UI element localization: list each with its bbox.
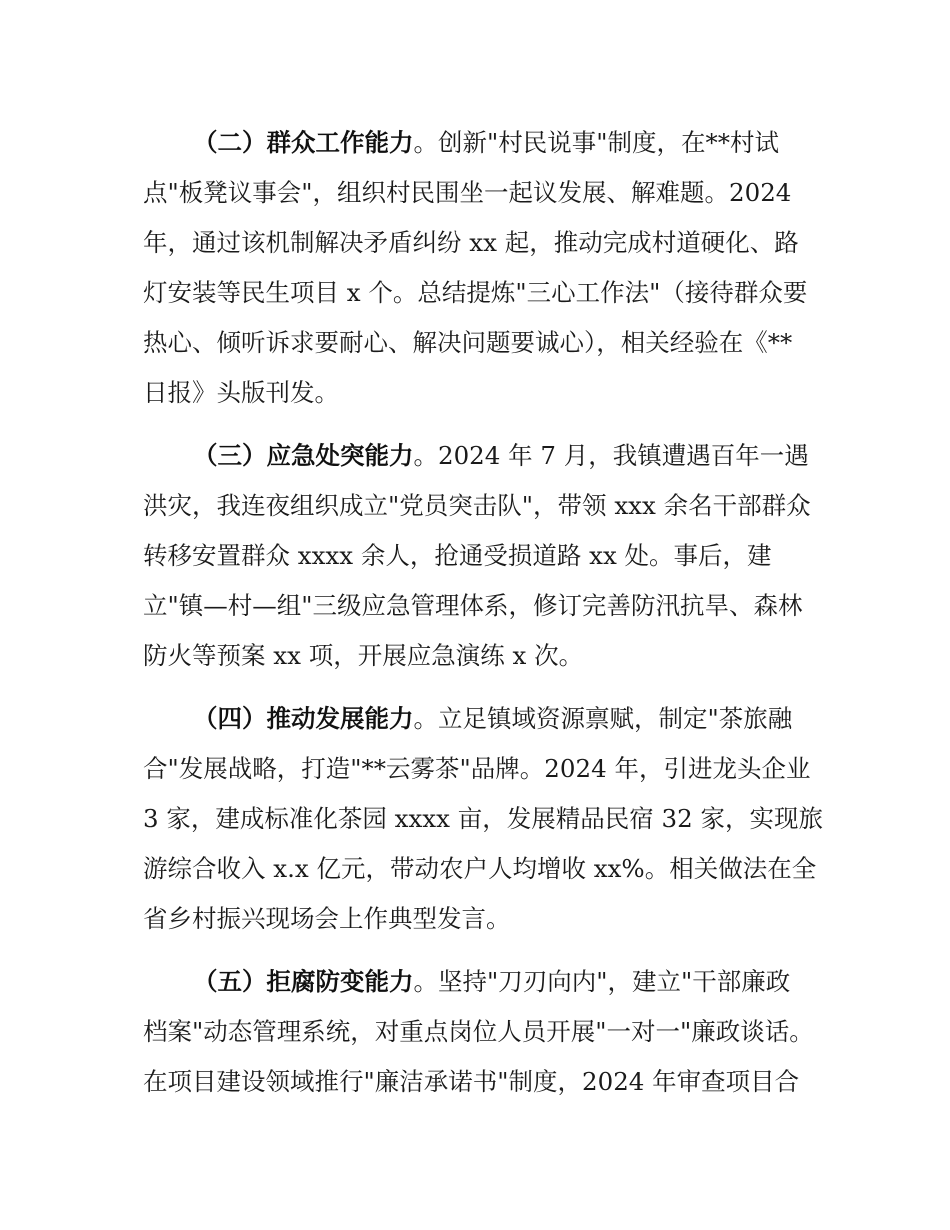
paragraph-line — [193, 703, 792, 735]
paragraph-line: 热心、倾听诉求要耐心、解决问题要诚心），相关经验在《** — [143, 328, 793, 357]
paragraph-line: 立"镇—村—组"三级应急管理体系，修订完善防汛抗旱、森林 — [143, 591, 803, 620]
paragraph-line: 洪灾，我连夜组织成立"党员突击队"，带领 xxx 余名干部群众 — [143, 491, 811, 520]
paragraph-line — [193, 440, 809, 472]
paragraph-text: 。坚持"刀刃向内"，建立"干部廉政 — [413, 967, 791, 996]
paragraph-line: 游综合收入 x.x 亿元，带动农户人均增收 xx%。相关做法在全 — [143, 854, 817, 883]
paragraph-line: 日报》头版刊发。 — [143, 378, 339, 407]
paragraph-line — [193, 127, 779, 159]
paragraph-line: 3 家，建成标准化茶园 xxxx 亩，发展精品民宿 32 家，实现旅 — [143, 804, 823, 833]
paragraph-line: 防火等预案 xx 项，开展应急演练 x 次。 — [143, 641, 584, 670]
section-heading: （四）推动发展能力 — [193, 704, 414, 733]
paragraph-line: 年，通过该机制解决矛盾纠纷 xx 起，推动完成村道硬化、路 — [143, 228, 799, 257]
paragraph-line: 合"发展战略，打造"**云雾茶"品牌。2024 年，引进龙头企业 — [143, 754, 811, 783]
paragraph-line: 在项目建设领域推行"廉洁承诺书"制度，2024 年审查项目合 — [143, 1067, 800, 1096]
section-heading: （三）应急处突能力 — [193, 441, 414, 470]
paragraph-text: 。创新"村民说事"制度，在**村试 — [413, 128, 780, 157]
paragraph-line: 灯安装等民生项目 x 个。总结提炼"三心工作法"（接待群众要 — [143, 278, 808, 307]
paragraph-line: 省乡村振兴现场会上作典型发言。 — [143, 904, 511, 933]
paragraph-text: 。立足镇域资源禀赋，制定"茶旅融 — [413, 704, 793, 733]
section-heading: （二）群众工作能力 — [193, 128, 414, 157]
paragraph-line: 点"板凳议事会"，组织村民围坐一起议发展、解难题。2024 — [143, 178, 792, 207]
paragraph-line: 档案"动态管理系统，对重点岗位人员开展"一对一"廉政谈话。 — [143, 1017, 814, 1046]
section-heading: （五）拒腐防变能力 — [193, 967, 414, 996]
paragraph-text: 。2024 年 7 月，我镇遭遇百年一遇 — [413, 441, 809, 470]
paragraph-line: 转移安置群众 xxxx 余人，抢通受损道路 xx 处。事后，建 — [143, 541, 772, 570]
paragraph-line — [193, 966, 790, 998]
